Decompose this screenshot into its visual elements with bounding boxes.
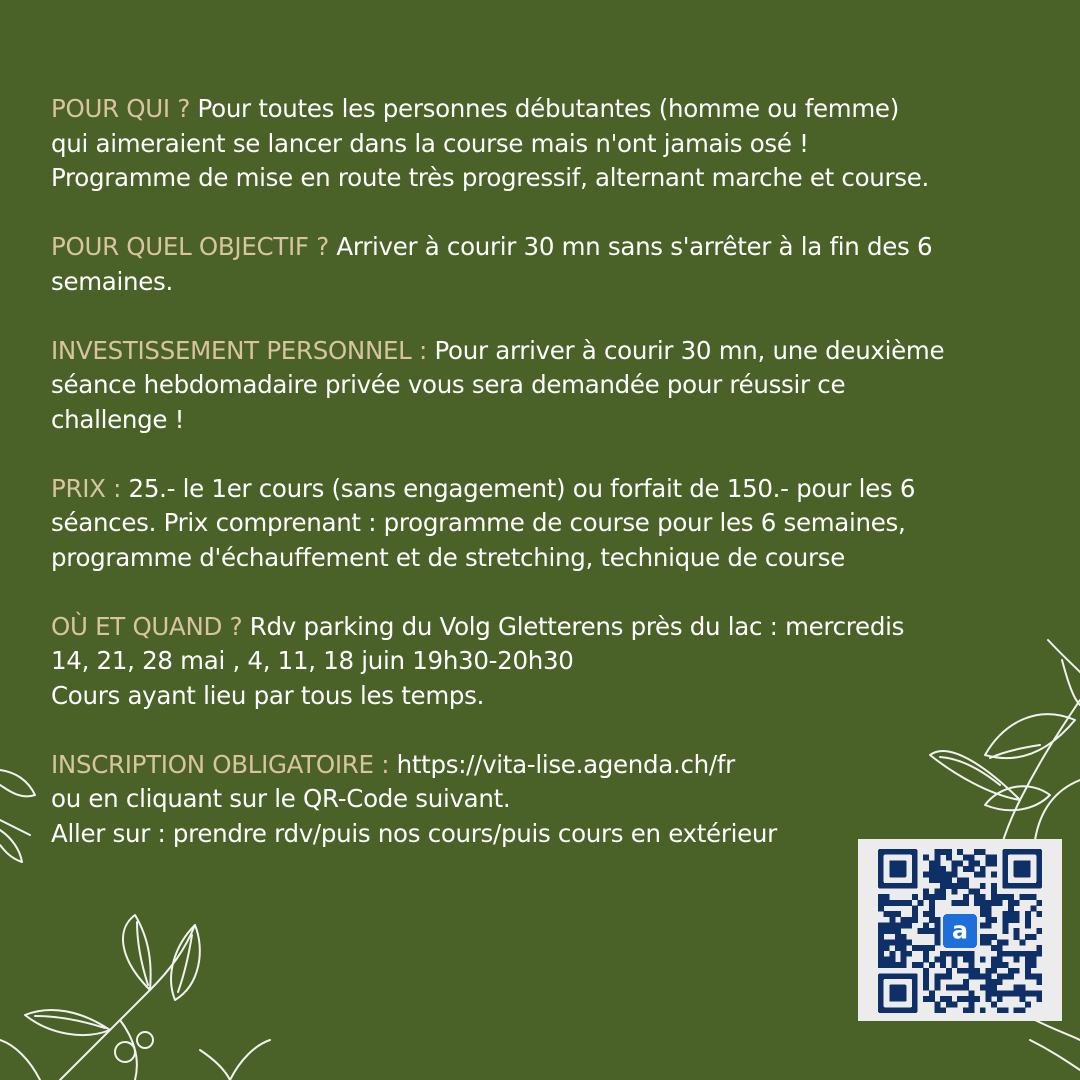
section-ou-et-quand	[51, 610, 1051, 714]
qr-code[interactable]	[858, 839, 1062, 1021]
text-line: programme d'échauffement et de stretching, technique de course	[51, 542, 845, 572]
text-line: Aller sur : prendre rdv/puis nos cours/puis cours en extérieur	[51, 818, 777, 848]
section-heading: INVESTISSEMENT PERSONNEL :	[51, 335, 427, 365]
text-line: séances. Prix comprenant : programme de course pour les 6 semaines,	[51, 508, 906, 537]
section-text: 25.- le 1er cours (sans engagement) ou forfait de 150.- pour les 6	[121, 473, 916, 503]
section-prix	[51, 472, 1051, 576]
info-text-block	[51, 92, 1051, 886]
section-inscription	[51, 748, 1051, 852]
section-investissement	[51, 334, 1051, 438]
qr-code-icon	[878, 849, 1042, 1013]
section-text: Pour arriver à courir 30 mn, une deuxième	[426, 335, 945, 365]
text-line: semaines.	[51, 266, 173, 296]
section-text: Arriver à courir 30 mn sans s'arrêter à la fin des 6	[328, 232, 933, 261]
text-line	[51, 748, 1051, 783]
text-line: challenge !	[51, 404, 185, 434]
text-line: 14, 21, 28 mai , 4, 11, 18 juin 19h30-20h30	[51, 646, 574, 675]
section-heading: POUR QUEL OBJECTIF ?	[51, 232, 329, 261]
registration-link[interactable]: https://vita-lise.agenda.ch/fr	[389, 749, 735, 779]
text-line: séance hebdomadaire privée vous sera demandée pour réussir ce	[51, 370, 846, 399]
section-heading: PRIX :	[51, 473, 122, 503]
text-line	[51, 610, 1051, 645]
text-line: qui aimeraient se lancer dans la course mais n'ont jamais osé !	[51, 128, 809, 158]
text-line	[51, 230, 1051, 265]
text-line	[51, 472, 1051, 507]
text-line: Programme de mise en route très progressif, alternant marche et course.	[51, 163, 929, 192]
section-objectif	[51, 230, 1051, 299]
section-text: Pour toutes les personnes débutantes (homme ou femme)	[190, 94, 899, 123]
section-heading: OÙ ET QUAND ?	[51, 611, 243, 641]
text-line: Cours ayant lieu par tous les temps.	[51, 680, 485, 710]
section-text: Rdv parking du Volg Gletterens près du lac : mercredis	[242, 611, 905, 641]
section-heading: INSCRIPTION OBLIGATOIRE :	[51, 749, 390, 779]
agenda-logo-icon: a	[951, 916, 969, 945]
text-line: ou en cliquant sur le QR-Code suivant.	[51, 784, 511, 813]
section-pour-qui	[51, 92, 1051, 196]
section-heading: POUR QUI ?	[51, 94, 191, 123]
text-line	[51, 92, 1051, 127]
text-line	[51, 334, 1051, 369]
